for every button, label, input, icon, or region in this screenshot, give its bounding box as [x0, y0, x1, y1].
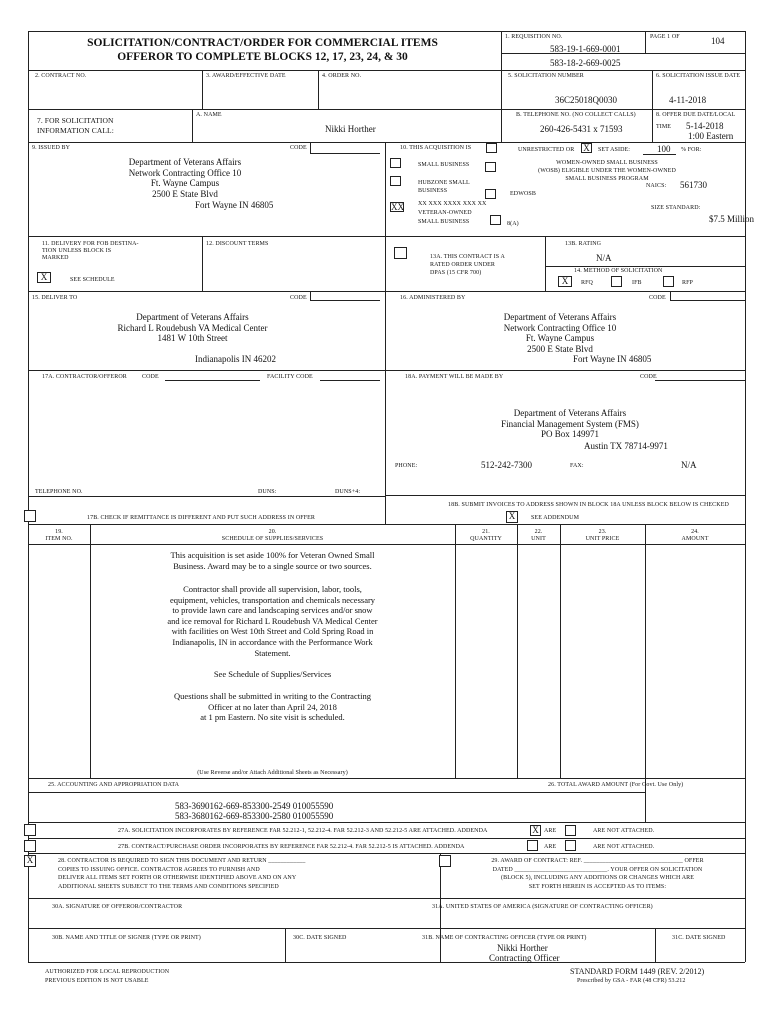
submit-invoices-label: 18B. SUBMIT INVOICES TO ADDRESS SHOWN IN BLOCK 18A UNLESS BLOCK BELOW IS CHECKED [448, 502, 729, 508]
27b-checkbox[interactable] [24, 840, 36, 852]
delivery-fob-label: 11. DELIVERY FOR FOB DESTINA- TION UNLESS BLOCK IS MARKED [42, 241, 139, 261]
27a-label: 27A. SOLICITATION INCORPORATES BY REFERENCE FAR 52.212-1, 52.212-4. FAR 52.212-3 AND 52.212-5 ARE ATTACHED. ADDENDA [118, 828, 488, 834]
co-name-label: 31B. NAME OF CONTRACTING OFFICER (TYPE OR PRINT) [422, 935, 587, 941]
reverse-note: (Use Reverse and/or Attach Additional Sheets as Necessary) [197, 770, 348, 776]
issued-by-address: Department of Veterans Affairs Network Contracting Office 10 Ft. Wayne Campus 2500 E State Blvd [128, 157, 242, 199]
footer-form-number: STANDARD FORM 1449 (REV. 2/2012) [570, 967, 705, 976]
rating-value: N/A [596, 253, 612, 263]
col-item-no: 19. ITEM NO. [45, 529, 73, 542]
schedule-scope-text: Contractor shall provide all supervision, labor, tools, equipment, vehicles, transportation and chemicals necessary to provide lawn care and landscaping services and/or snow and ice removal for Richard L Roudebush VA Medical Center with facilities on West 10th Street and Cold Spring Road in Indianapolis, IN in accordance with the Performance Work Statement. [167, 584, 378, 658]
requisition-number-2: 583-18-2-669-0025 [550, 58, 621, 68]
payment-label: 18A. PAYMENT WILL BE MADE BY [405, 374, 504, 380]
set-aside-percent: 100 [657, 144, 671, 154]
signature-offeror-label: 30A. SIGNATURE OF OFFEROR/CONTRACTOR [52, 904, 183, 910]
29-award-text: 29. AWARD OF CONTRACT: REF. ________________________________ OFFER DATED ______________________________. YOUR OFFER ON SOLICITATION (BLOCK 5), INCLUDING ANY ADDITIONS OR CHANGES WHICH ARE SET FORTH HEREIN IS ACCEPTED AS TO ITEMS: [491, 858, 704, 890]
contractor-code-label: CODE [142, 374, 159, 380]
schedule-see-schedule-text: See Schedule of Supplies/Services [213, 669, 332, 679]
col-unit: 22. UNIT [531, 529, 546, 542]
small-business-label: SMALL BUSINESS [418, 162, 470, 168]
offer-due-time: 1:00 Eastern [688, 131, 734, 141]
27a-are-label: ARE [544, 828, 557, 834]
discount-terms-label: 12. DISCOUNT TERMS [206, 241, 269, 247]
27b-are-label: ARE [544, 844, 557, 850]
info-call-label: 7. FOR SOLICITATION INFORMATION CALL: [37, 116, 114, 135]
ifb-checkbox[interactable] [611, 276, 622, 287]
size-standard: $7.5 Million [709, 214, 755, 224]
name-label: A. NAME [196, 112, 222, 118]
duns4-label: DUNS+4: [335, 489, 361, 495]
set-aside-label: SET ASIDE: [598, 147, 631, 153]
naics-label: NAICS: [646, 183, 667, 189]
duns-label: DUNS: [258, 489, 277, 495]
page-total: 104 [711, 36, 725, 46]
contractor-telephone-label: TELEPHONE NO. [35, 489, 83, 495]
payment-fax: N/A [681, 460, 697, 470]
col-quantity: 21. QUANTITY [470, 529, 502, 542]
issued-by-code-label: CODE [290, 145, 307, 151]
ifb-label: IFB [632, 280, 642, 286]
schedule-set-aside-text: This acquisition is set aside 100% for Veteran Owned Small Business. Award may be to a single source or two sources. [170, 550, 375, 571]
rfp-label: RFP [682, 280, 693, 286]
contact-name: Nikki Horther [325, 124, 376, 134]
telephone-label: B. TELEPHONE NO. (NO COLLECT CALLS) [516, 112, 636, 118]
remittance-checkbox[interactable] [24, 510, 36, 522]
signature-us-label: 31A. UNITED STATES OF AMERICA (SIGNATURE OF CONTRACTING OFFICER) [432, 904, 653, 910]
hubzone-checkbox[interactable] [390, 176, 401, 186]
payment-city: Austin TX 78714-9971 [584, 441, 668, 451]
administered-by-address: Department of Veterans Affairs Network Contracting Office 10 Ft. Wayne Campus 2500 E State Blvd [503, 312, 617, 354]
wosb-checkbox[interactable] [485, 162, 496, 172]
27a-checkbox[interactable] [24, 824, 36, 836]
footer-reproduction-note: AUTHORIZED FOR LOCAL REPRODUCTION PREVIOUS EDITION IS NOT USABLE [45, 969, 170, 984]
rated-order-label: 13A. THIS CONTRACT IS A RATED ORDER UNDER DPAS (15 CFR 700) [430, 254, 505, 276]
small-business-checkbox[interactable] [390, 158, 401, 168]
see-schedule-label: SEE SCHEDULE [70, 277, 115, 283]
award-date-label: 3. AWARD/EFFECTIVE DATE [206, 73, 286, 79]
co-name: Nikki Horther [497, 943, 548, 953]
27b-are-not-checkbox[interactable] [565, 840, 576, 851]
accounting-label: 25. ACCOUNTING AND APPROPRIATION DATA [48, 782, 180, 788]
co-title: Contracting Officer [489, 953, 560, 963]
col-amount: 24. AMOUNT [681, 529, 709, 542]
8a-checkbox[interactable] [490, 215, 501, 225]
payment-code-label: CODE [640, 374, 657, 380]
accounting-line-2: 583-3680162-669-853300-2580 010055590 [175, 811, 334, 821]
method-label: 14. METHOD OF SOLICITATION [574, 268, 663, 274]
issue-date-label: 6. SOLICITATION ISSUE DATE [656, 73, 741, 79]
page-label: PAGE 1 OF [650, 34, 680, 40]
deliver-to-address: Department of Veterans Affairs Richard L Roudebush VA Medical Center 1481 W 10th Street [117, 312, 268, 343]
unrestricted-label: UNRESTRICTED OR [518, 147, 575, 153]
28-contractor-sign-text: 28. CONTRACTOR IS REQUIRED TO SIGN THIS DOCUMENT AND RETURN ____________ COPIES TO ISSUING OFFICE. CONTRACTOR AGREES TO FURNISH AND DELIVER ALL ITEMS SET FORTH OR OTHERWISE IDENTIFIED ABOVE AND ON ANY ADDITIONAL SHEETS SUBJECT TO THE TERMS AND CONDITIONS SPECIFIED [58, 858, 306, 890]
vosb-label: XX XXX XXXX XXX XX VETERAN-OWNED SMALL BUSINESS [418, 201, 487, 225]
time-label: TIME [656, 124, 672, 130]
payment-address: Department of Veterans Affairs Financial Management System (FMS) PO Box 149971 [501, 408, 639, 439]
remittance-label: 17B. CHECK IF REMITTANCE IS DIFFERENT AND PUT SUCH ADDRESS IN OFFER [87, 515, 316, 521]
requisition-number-1: 583-19-1-669-0001 [550, 44, 621, 54]
28-checkbox[interactable]: X [24, 855, 36, 867]
payment-phone-label: PHONE: [395, 463, 418, 469]
issue-date: 4-11-2018 [669, 95, 707, 105]
order-no-label: 4. ORDER NO. [322, 73, 362, 79]
offer-due-date: 5-14-2018 [686, 121, 724, 131]
deliver-to-city: Indianapolis IN 46202 [195, 354, 276, 364]
col-schedule: 20. SCHEDULE OF SUPPLIES/SERVICES [221, 529, 324, 542]
27b-label: 27B. CONTRACT/PURCHASE ORDER INCORPORATES BY REFERENCE FAR 52.212-4. FAR 52.212-5 IS ATTACHED. ADDENDA [118, 844, 465, 850]
edwosb-checkbox[interactable] [485, 189, 496, 199]
contractor-label: 17A. CONTRACTOR/OFFEROR [42, 374, 127, 380]
27a-are-checkbox[interactable]: X [530, 825, 541, 836]
solicitation-number-label: 5. SOLICITATION NUMBER [508, 73, 584, 79]
form-title: SOLICITATION/CONTRACT/ORDER FOR COMMERCIAL ITEMS [87, 37, 438, 49]
administered-by-city: Fort Wayne IN 46805 [573, 354, 652, 364]
administered-by-code-label: CODE [649, 295, 666, 301]
see-schedule-checkbox[interactable]: X [37, 272, 51, 283]
27a-are-not-label: ARE NOT ATTACHED. [593, 828, 655, 834]
deliver-to-label: 15. DELIVER TO [32, 295, 78, 301]
addendum-checkbox[interactable]: X [506, 511, 518, 523]
27a-are-not-checkbox[interactable] [565, 825, 576, 836]
col-unit-price: 23. UNIT PRICE [585, 529, 620, 542]
hubzone-label: HUBZONE SMALL BUSINESS [418, 180, 470, 194]
contact-phone: 260-426-5431 x 71593 [540, 124, 623, 134]
addendum-label: SEE ADDENDUM [531, 515, 580, 521]
form-subtitle: OFFEROR TO COMPLETE BLOCKS 12, 17, 23, 24, & 30 [117, 51, 408, 63]
vosb-checkbox[interactable]: XX [391, 202, 404, 212]
rfp-checkbox[interactable] [663, 276, 674, 287]
facility-code-label: FACILITY CODE [267, 374, 313, 380]
27b-are-checkbox[interactable] [527, 840, 538, 851]
edwosb-label: EDWOSB [510, 191, 536, 197]
size-standard-label: SIZE STANDARD: [651, 205, 701, 211]
solicitation-number: 36C25018Q0030 [555, 95, 618, 105]
27b-are-not-label: ARE NOT ATTACHED. [593, 844, 655, 850]
8a-label: 8(A) [507, 221, 519, 227]
requisition-label: 1. REQUISITION NO. [505, 34, 563, 40]
payment-phone: 512-242-7300 [481, 460, 532, 470]
offer-due-label: 8. OFFER DUE DATE/LOCAL [656, 112, 736, 118]
payment-fax-label: FAX: [570, 463, 584, 469]
footer-prescribed: Prescribed by GSA - FAR (48 CFR) 53.212 [577, 978, 686, 984]
percent-for-label: % FOR: [681, 147, 702, 153]
rfq-checkbox[interactable]: X [558, 276, 572, 287]
issued-by-label: 9. ISSUED BY [32, 145, 71, 151]
unrestricted-checkbox[interactable] [486, 143, 497, 153]
signer-name-label: 30B. NAME AND TITLE OF SIGNER (TYPE OR PRINT) [52, 935, 201, 941]
acquisition-label: 10. THIS ACQUISITION IS [400, 145, 472, 151]
naics-code: 561730 [680, 180, 707, 190]
contract-no-label: 2. CONTRACT NO. [35, 73, 87, 79]
rfq-label: RFQ [581, 280, 593, 286]
wosb-label: WOMEN-OWNED SMALL BUSINESS (WOSB) ELIGIBLE UNDER THE WOMEN-OWNED SMALL BUSINESS PROGRAM [538, 160, 676, 182]
deliver-to-code-label: CODE [290, 295, 307, 301]
accounting-line-1: 583-3690162-669-853300-2549 010055590 [175, 801, 334, 811]
set-aside-checkbox[interactable]: X [581, 143, 592, 153]
issued-by-city: Fort Wayne IN 46805 [195, 200, 274, 210]
rated-order-checkbox[interactable] [394, 247, 407, 259]
offeror-date-signed-label: 30C. DATE SIGNED [293, 935, 347, 941]
schedule-questions-text: Questions shall be submitted in writing to the Contracting Officer at no later than April 24, 2018 at 1 pm Eastern. No site visit is scheduled. [174, 691, 371, 723]
total-award-label: 26. TOTAL AWARD AMOUNT (For Govt. Use Only) [548, 782, 684, 788]
administered-by-label: 16. ADMINISTERED BY [400, 295, 466, 301]
co-date-signed-label: 31C. DATE SIGNED [672, 935, 726, 941]
rating-label: 13B. RATING [565, 241, 602, 247]
